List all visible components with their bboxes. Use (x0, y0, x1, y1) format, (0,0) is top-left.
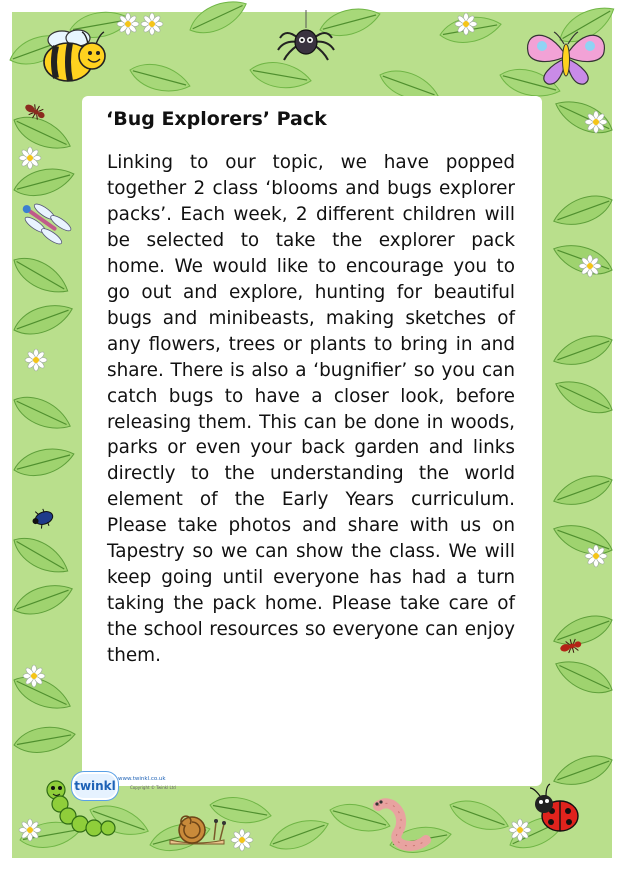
twinkl-logo (72, 772, 178, 798)
document-title: ‘Bug Explorers’ Pack (106, 108, 327, 130)
logo-name: twinkl (72, 772, 118, 800)
logo-url: www.twinkl.co.uk (118, 776, 166, 782)
document-body: Linking to our topic, we have popped together 2 class ‘blooms and bugs explorer packs’. Each week, 2 different children will be selected to take the explorer pack home. We would like to encourage you to go out and explore, hunting for beautiful bugs and minibeasts, making sketches of any flowers, trees or plants to bring in and share. There is also a ‘bugnifier’ so you can catch bugs to have a closer look, before releasing them. This can be done in woods, parks or even your back garden and links directly to the understanding the world element of the Early Years curriculum. Please take photos and share with us on Tapestry so we can show the class. We will keep going until everyone has had a turn taking the pack home. Please take care of the school resources so everyone can enjoy them. (107, 152, 515, 667)
logo-copyright: Copyright © Twinkl Ltd (130, 785, 176, 790)
